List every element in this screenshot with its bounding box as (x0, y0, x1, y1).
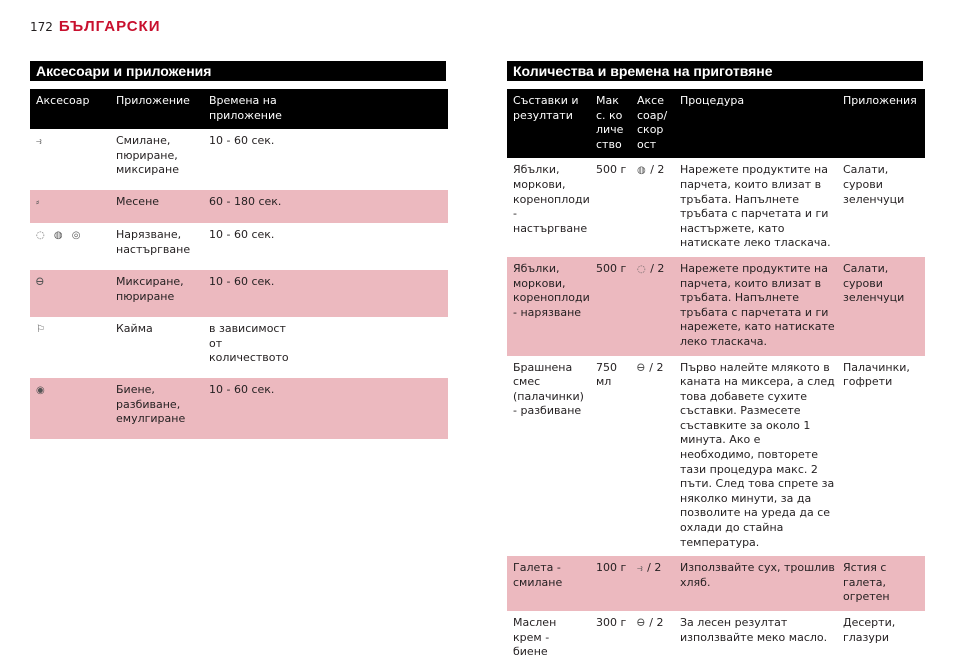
column-header: Макс. количество (590, 89, 631, 158)
procedure-cell: За лесен резултат използвайте меко масло. (680, 616, 828, 644)
table-row (30, 223, 448, 270)
column-header: Аксесоар (30, 89, 110, 129)
accessories-section-title: Аксесоари и приложения (30, 61, 446, 81)
blade-icon: ⥽ (36, 136, 45, 148)
column-header: Приложение (110, 89, 203, 129)
table-row (507, 257, 925, 356)
max-quantity-cell: 500 г (596, 163, 627, 177)
ingredients-cell: Маслен крем - биене (513, 616, 557, 659)
accessory-cell (30, 378, 110, 439)
column-header: Аксесоар/скорост (631, 89, 674, 158)
whisk-icon: Ꮎ (637, 362, 646, 374)
dough-tool-icon: ⸗ (36, 197, 43, 209)
time-cell: в зависимост от количеството (209, 322, 289, 365)
blade-icon: ⥽ (637, 563, 644, 575)
speed-label: / 2 (649, 616, 664, 629)
accessory-cell (30, 270, 110, 317)
speed-label: / 2 (647, 561, 662, 575)
accessory-speed-cell (631, 356, 674, 557)
max-quantity-cell: 300 г (596, 616, 627, 629)
accessory-cell (30, 129, 110, 190)
slicing-disc-icon: ◌ ◍ ◎ (36, 230, 84, 242)
accessory-cell (30, 223, 110, 270)
max-quantity-cell: 500 г (590, 257, 631, 356)
max-quantity-cell: 100 г (590, 556, 631, 611)
table-row (507, 611, 925, 666)
ingredients-cell: Ябълки, моркови, кореноплоди - нарязване (507, 257, 590, 356)
language-heading: БЪЛГАРСКИ (58, 18, 161, 35)
accessory-cell (30, 317, 110, 378)
table-row (30, 317, 448, 378)
table-row (507, 356, 925, 557)
table-row (30, 270, 448, 317)
column-header: Приложения (841, 89, 925, 158)
application-cell: Месене (110, 190, 203, 223)
accessories-table (30, 89, 448, 439)
uses-cell: Салати, сурови зеленчуци (843, 163, 905, 206)
application-cell: Кайма (116, 322, 153, 336)
accessory-speed-cell (631, 611, 674, 666)
time-cell: 60 - 180 сек. (203, 190, 448, 223)
slicing-disc-icon: ◌ (637, 263, 647, 275)
ingredients-cell: Галета - смилане (507, 556, 590, 611)
page-header (30, 18, 160, 35)
table-header-row (507, 89, 925, 158)
accessory-speed-cell (631, 556, 674, 611)
ingredients-cell: Ябълки, моркови, кореноплоди - настъргване (513, 163, 590, 235)
procedure-cell: Нарежете продуктите на парчета, които влизат в тръбата. Напълнете тръбата с парчетата и ги настържете, като натискате леко тласкача. (680, 163, 831, 250)
application-cell: Нарязване, настъргване (116, 228, 191, 256)
uses-cell: Салати, сурови зеленчуци (841, 257, 925, 356)
uses-cell: Ястия с галета, огретен (841, 556, 925, 611)
uses-cell: Палачинки, гофрети (843, 360, 910, 389)
table-row (507, 556, 925, 611)
procedure-cell: Нарежете продуктите на парчета, които влизат в тръбата. Напълнете тръбата с парчетата и ги нарежете, като натискате леко тласкача. (674, 257, 841, 356)
mincer-icon: ⚐ (36, 324, 48, 336)
time-cell: 10 - 60 сек. (203, 270, 448, 317)
time-cell: 10 - 60 сек. (209, 134, 275, 148)
column-header: Съставки и резултати (507, 89, 590, 158)
table-row (507, 158, 925, 257)
procedure-cell: Използвайте сух, трошлив хляб. (674, 556, 841, 611)
whisk-icon: Ꮎ (637, 618, 646, 629)
ingredients-cell: Брашнена смес (палачинки) - разбиване (513, 360, 584, 418)
table-row (30, 378, 448, 439)
accessory-cell (30, 190, 110, 223)
whisk-icon: Ꮎ (36, 277, 47, 289)
application-cell: Биене, разбиване, емулгиране (110, 378, 203, 439)
max-quantity-cell: 750 мл (596, 360, 617, 389)
quantities-table (507, 89, 925, 666)
procedure-cell: Първо налейте млякото в каната на миксера, а след това добавете сухите съставки. Размесете съставките за около 1 минута. Ако е необходимо, повторете тази процедура макс. 2 пъти. След това спрете за няколко минути, за да позволите на уреда да се охлади до стайна температура. (680, 360, 835, 549)
speed-label: / 2 (650, 261, 665, 275)
table-row (30, 190, 448, 223)
column-header: Времена на приложение (203, 89, 448, 129)
column-header: Процедура (674, 89, 841, 158)
quantities-section-title: Количества и времена на приготвяне (507, 61, 923, 81)
speed-label: / 2 (649, 360, 664, 374)
accessory-speed-cell (631, 158, 674, 257)
application-cell: Смилане, пюриране, миксиране (116, 134, 179, 177)
accessory-speed-cell (631, 257, 674, 356)
speed-label: / 2 (650, 163, 665, 177)
table-row (30, 129, 448, 190)
table-header-row (30, 89, 448, 129)
beater-icon: ◉ (36, 385, 48, 397)
time-cell: 10 - 60 сек. (209, 228, 275, 242)
application-cell: Миксиране, пюриране (110, 270, 203, 317)
time-cell: 10 - 60 сек. (203, 378, 448, 439)
shredding-disc-icon: ◍ (637, 165, 647, 177)
page-number: 172 (30, 20, 53, 34)
uses-cell: Десерти, глазури (843, 616, 896, 644)
